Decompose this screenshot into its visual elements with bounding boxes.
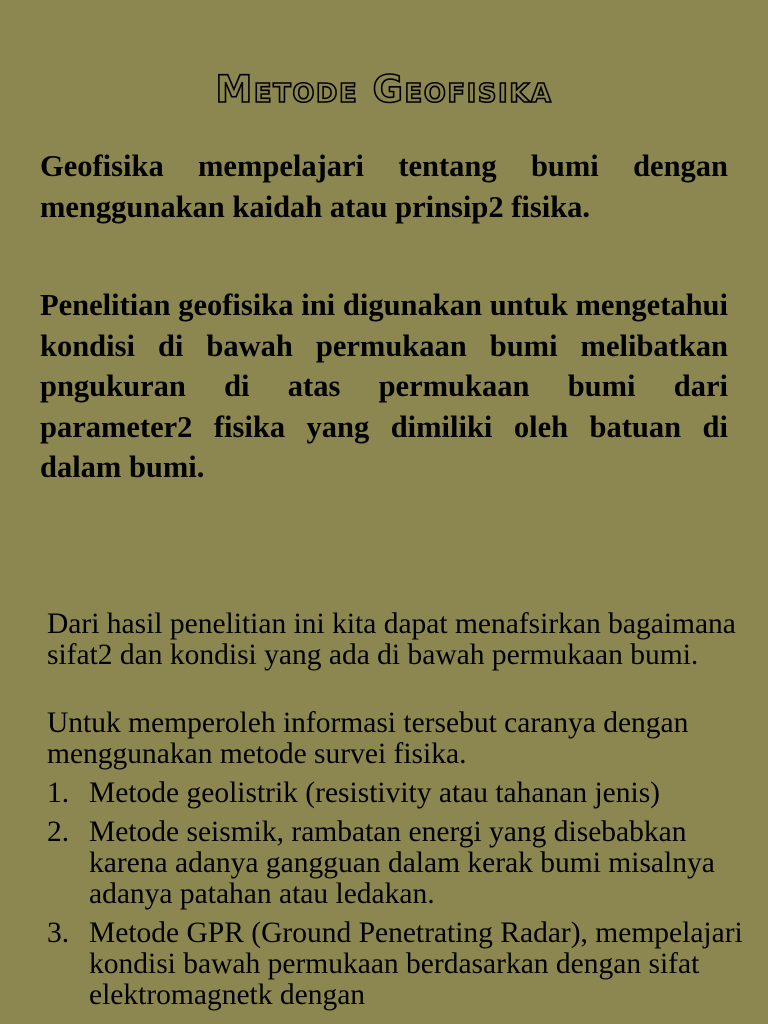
slide-title	[0, 70, 768, 111]
method-item-gpr	[47, 918, 747, 1011]
slide-title-text: Metode Geofisika	[215, 68, 553, 111]
method-number: 2.	[47, 816, 70, 848]
method-text: Metode geolistrik (resistivity atau tahanan jenis)	[89, 777, 661, 809]
research-paragraph: Penelitian geofisika ini digunakan untuk mengetahui kondisi di bawah permukaan bumi melibatkan pngukuran di atas permukaan bumi dari parameter2 fisika yang dimiliki oleh batuan di dalam bumi.	[40, 288, 728, 484]
method-item-geolistrik	[47, 778, 747, 809]
methods-list	[47, 778, 747, 1019]
interpretation-paragraph: Dari hasil penelitian ini kita dapat menafsirkan bagaimana sifat2 dan kondisi yang ada di bawah permukaan bumi.	[47, 608, 736, 671]
intro-paragraph: Geofisika mempelajari tentang bumi dengan menggunakan kaidah atau prinsip2 fisika.	[40, 149, 728, 224]
method-text: Metode seismik, rambatan energi yang disebabkan karena adanya gangguan dalam kerak bumi misalnya adanya patahan atau ledakan.	[89, 816, 715, 910]
survey-paragraph: Untuk memperoleh informasi tersebut caranya dengan menggunakan metode survei fisika.	[47, 707, 689, 770]
method-item-seismik	[47, 817, 747, 910]
method-number: 1.	[47, 777, 70, 809]
method-number: 3.	[47, 917, 70, 949]
method-text: Metode GPR (Ground Penetrating Radar), mempelajari kondisi bawah permukaan berdasarkan dengan sifat elektromagnetk dengan	[89, 917, 743, 1011]
